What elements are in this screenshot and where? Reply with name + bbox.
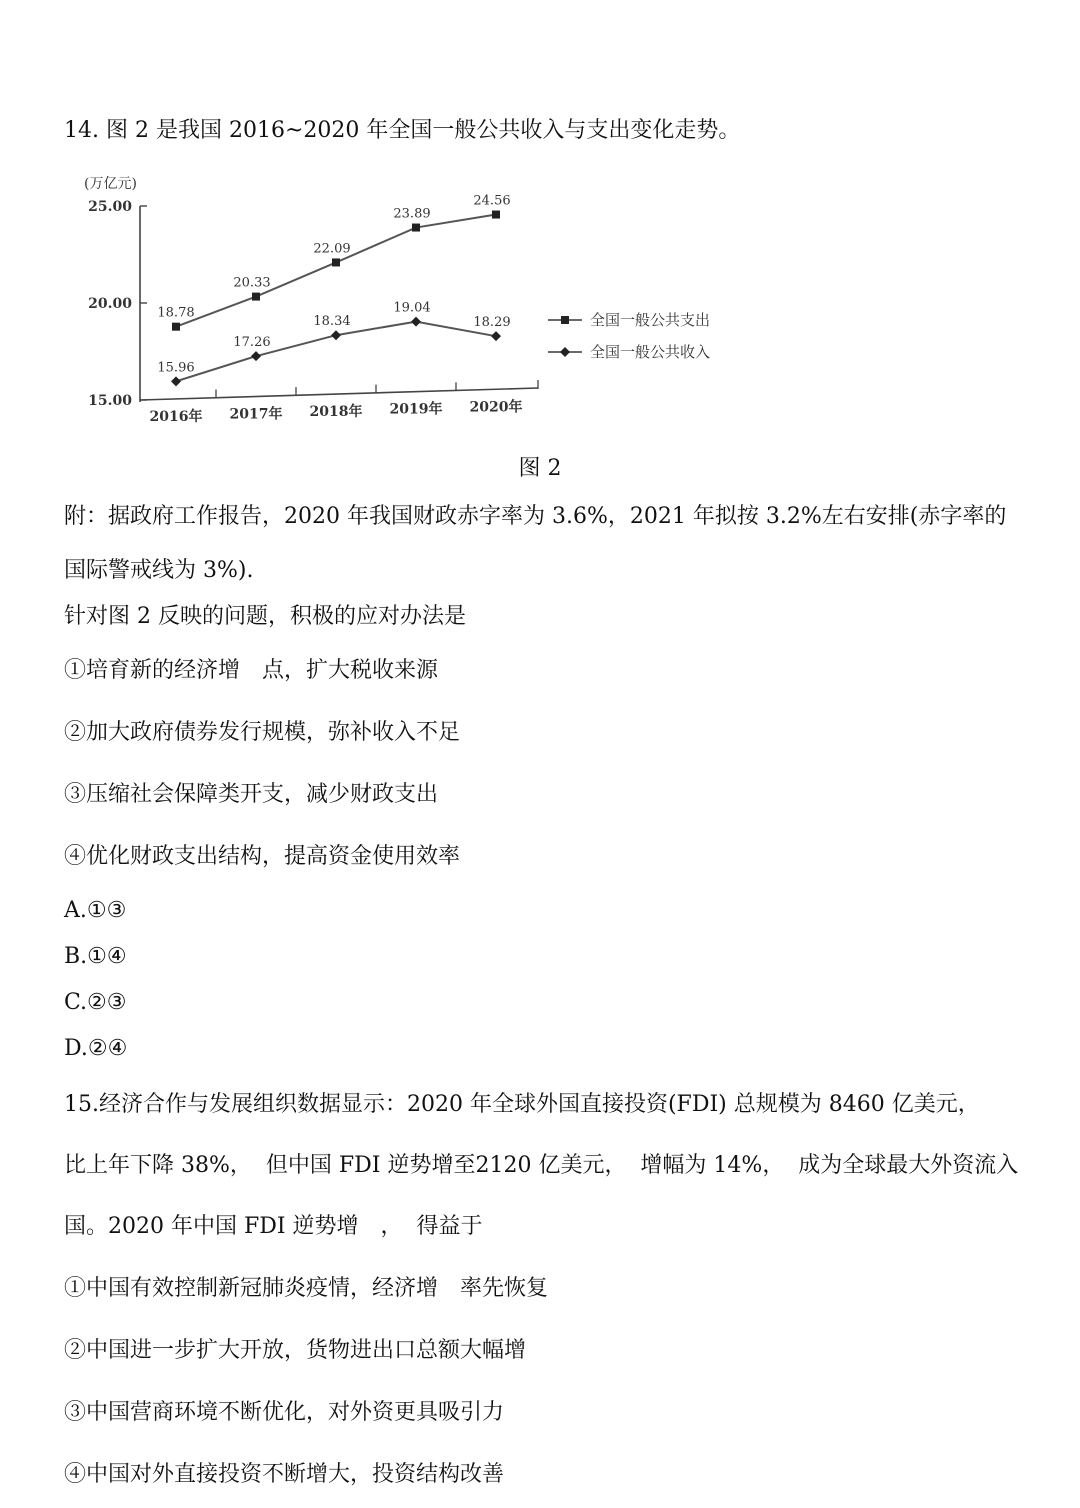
x-tick-label: 2017年 bbox=[229, 406, 283, 423]
data-label: 20.33 bbox=[233, 275, 271, 291]
data-point bbox=[332, 258, 340, 266]
q15-statement-3: ③中国营商环境不断优化，对外资更具吸引力 bbox=[64, 1400, 505, 1425]
q14-question: 针对图 2 反映的问题，积极的应对办法是 bbox=[64, 604, 466, 629]
data-label: 15.96 bbox=[157, 360, 195, 376]
chart-series bbox=[157, 194, 510, 387]
q14-statement-4: ④优化财政支出结构，提高资金使用效率 bbox=[64, 844, 461, 869]
y-axis-unit: (万亿元) bbox=[84, 176, 137, 192]
q15-line3: 国。2020 年中国 FDI 逆势增 ， 得益于 bbox=[64, 1214, 483, 1239]
q14-statement-1: ①培育新的经济增 点，扩大税收来源 bbox=[64, 658, 439, 683]
data-label: 19.04 bbox=[393, 300, 431, 316]
q14-option-b[interactable]: B.①④ bbox=[64, 944, 127, 969]
x-tick-label: 2018年 bbox=[309, 404, 363, 421]
data-point bbox=[172, 323, 180, 331]
q14-note-line2: 国际警戒线为 3%). bbox=[64, 558, 254, 583]
q14-note-line1: 附：据政府工作报告，2020 年我国财政赤字率为 3.6%，2021 年拟按 3.2%左右安排(赤字率的 bbox=[64, 504, 1007, 529]
x-tick-label: 2016年 bbox=[149, 408, 203, 425]
q15-statement-4: ④中国对外直接投资不断增大，投资结构改善 bbox=[64, 1462, 505, 1487]
legend-label: 全国一般公共收入 bbox=[590, 343, 711, 361]
data-label: 22.09 bbox=[313, 241, 351, 257]
q14-option-a[interactable]: A.①③ bbox=[64, 898, 127, 923]
q15-line2: 比上年下降 38%， 但中国 FDI 逆势增至2120 亿美元， 增幅为 14%， 成为全球最大外资流入 bbox=[64, 1153, 1019, 1178]
data-label: 18.34 bbox=[313, 314, 351, 330]
q14-statement-2: ②加大政府债券发行规模，弥补收入不足 bbox=[64, 720, 461, 745]
x-tick-label: 2020年 bbox=[469, 399, 523, 416]
figure-caption: 图 2 bbox=[518, 456, 562, 481]
y-tick-label: 25.00 bbox=[88, 199, 132, 215]
legend-marker bbox=[561, 316, 569, 324]
line-chart bbox=[60, 160, 760, 430]
data-label: 18.29 bbox=[473, 315, 511, 331]
data-point bbox=[491, 331, 501, 341]
data-point bbox=[412, 224, 420, 232]
data-point bbox=[171, 376, 181, 386]
q14-stem: 14. 图 2 是我国 2016~2020 年全国一般公共收入与支出变化走势。 bbox=[64, 118, 741, 143]
legend-label: 全国一般公共支出 bbox=[590, 311, 711, 329]
data-point bbox=[252, 293, 260, 301]
x-axis-line bbox=[140, 388, 538, 400]
data-point bbox=[411, 317, 421, 327]
q14-option-c[interactable]: C.②③ bbox=[64, 990, 127, 1015]
data-label: 18.78 bbox=[157, 305, 195, 321]
data-label: 23.89 bbox=[393, 206, 431, 222]
y-tick-label: 20.00 bbox=[88, 296, 132, 312]
x-tick-label: 2019年 bbox=[389, 401, 443, 418]
q15-statement-1: ①中国有效控制新冠肺炎疫情，经济增 率先恢复 bbox=[64, 1276, 549, 1301]
q14-statement-3: ③压缩社会保障类开支，减少财政支出 bbox=[64, 782, 439, 807]
chart-axes bbox=[84, 176, 538, 425]
y-tick-label: 15.00 bbox=[88, 393, 132, 409]
q15-statement-2: ②中国进一步扩大开放，货物进出口总额大幅增 bbox=[64, 1338, 527, 1363]
q15-line1: 15.经济合作与发展组织数据显示：2020 年全球外国直接投资(FDI) 总规模为 8460 亿美元， bbox=[64, 1092, 980, 1117]
data-label: 17.26 bbox=[233, 335, 271, 351]
data-point bbox=[251, 351, 261, 361]
data-point bbox=[492, 211, 500, 219]
data-label: 24.56 bbox=[473, 193, 511, 209]
q14-option-d[interactable]: D.②④ bbox=[64, 1036, 128, 1061]
data-point bbox=[331, 330, 341, 340]
legend-marker bbox=[560, 347, 570, 357]
chart-legend bbox=[548, 311, 710, 361]
